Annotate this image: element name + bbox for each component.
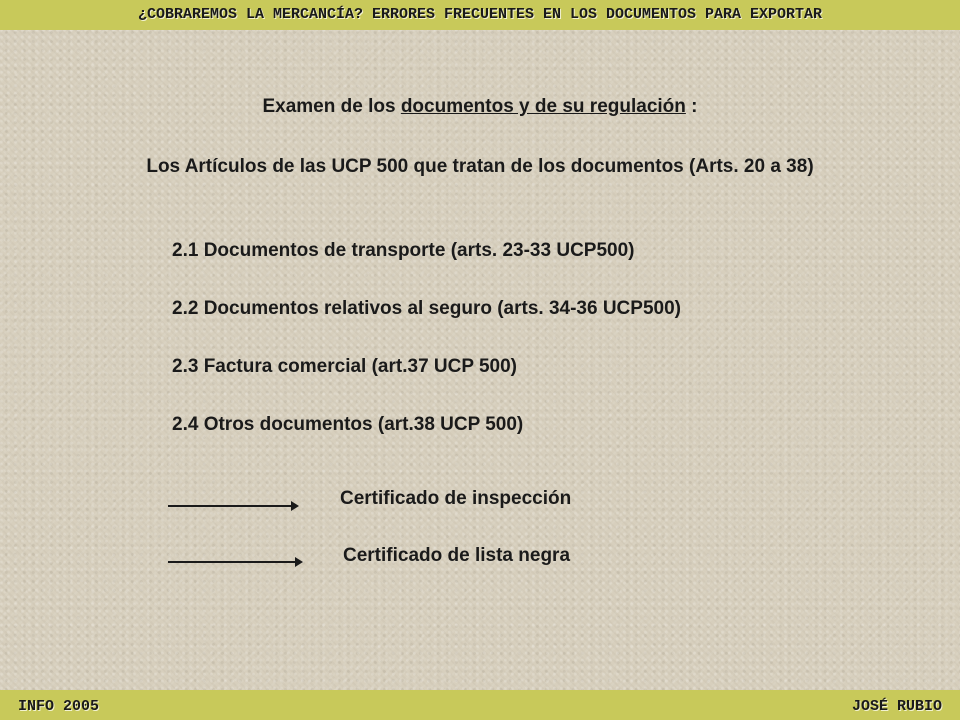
arrow-right-icon [168, 561, 296, 563]
section-heading [0, 96, 960, 118]
footer-right-label: JOSÉ RUBIO [851, 698, 942, 715]
certificate-inspection: Certificado de inspección [340, 488, 572, 509]
list-item-insurance: 2.2 Documentos relativos al seguro (arts. 34-36 UCP500) [172, 298, 681, 319]
heading-prefix: Examen de los [262, 96, 401, 117]
list-item-other: 2.4 Otros documentos (art.38 UCP 500) [172, 414, 524, 435]
certificate-blacklist: Certificado de lista negra [343, 545, 571, 566]
header-title: ¿COBRAREMOS LA MERCANCÍA? ERRORES FRECUENTES EN LOS DOCUMENTOS PARA EXPORTAR [137, 6, 823, 23]
header-bar [0, 0, 960, 30]
section-subheading: Los Artículos de las UCP 500 que tratan de los documentos (Arts. 20 a 38) [146, 156, 814, 177]
heading-suffix: : [685, 96, 698, 117]
list-item-invoice: 2.3 Factura comercial (art.37 UCP 500) [172, 356, 517, 377]
heading-underlined: documentos y de su regulación [400, 96, 686, 117]
arrow-right-icon [168, 505, 292, 507]
footer-bar [0, 690, 960, 720]
footer-left-label: INFO 2005 [18, 698, 100, 715]
list-item-transport: 2.1 Documentos de transporte (arts. 23-33 UCP500) [172, 240, 635, 261]
